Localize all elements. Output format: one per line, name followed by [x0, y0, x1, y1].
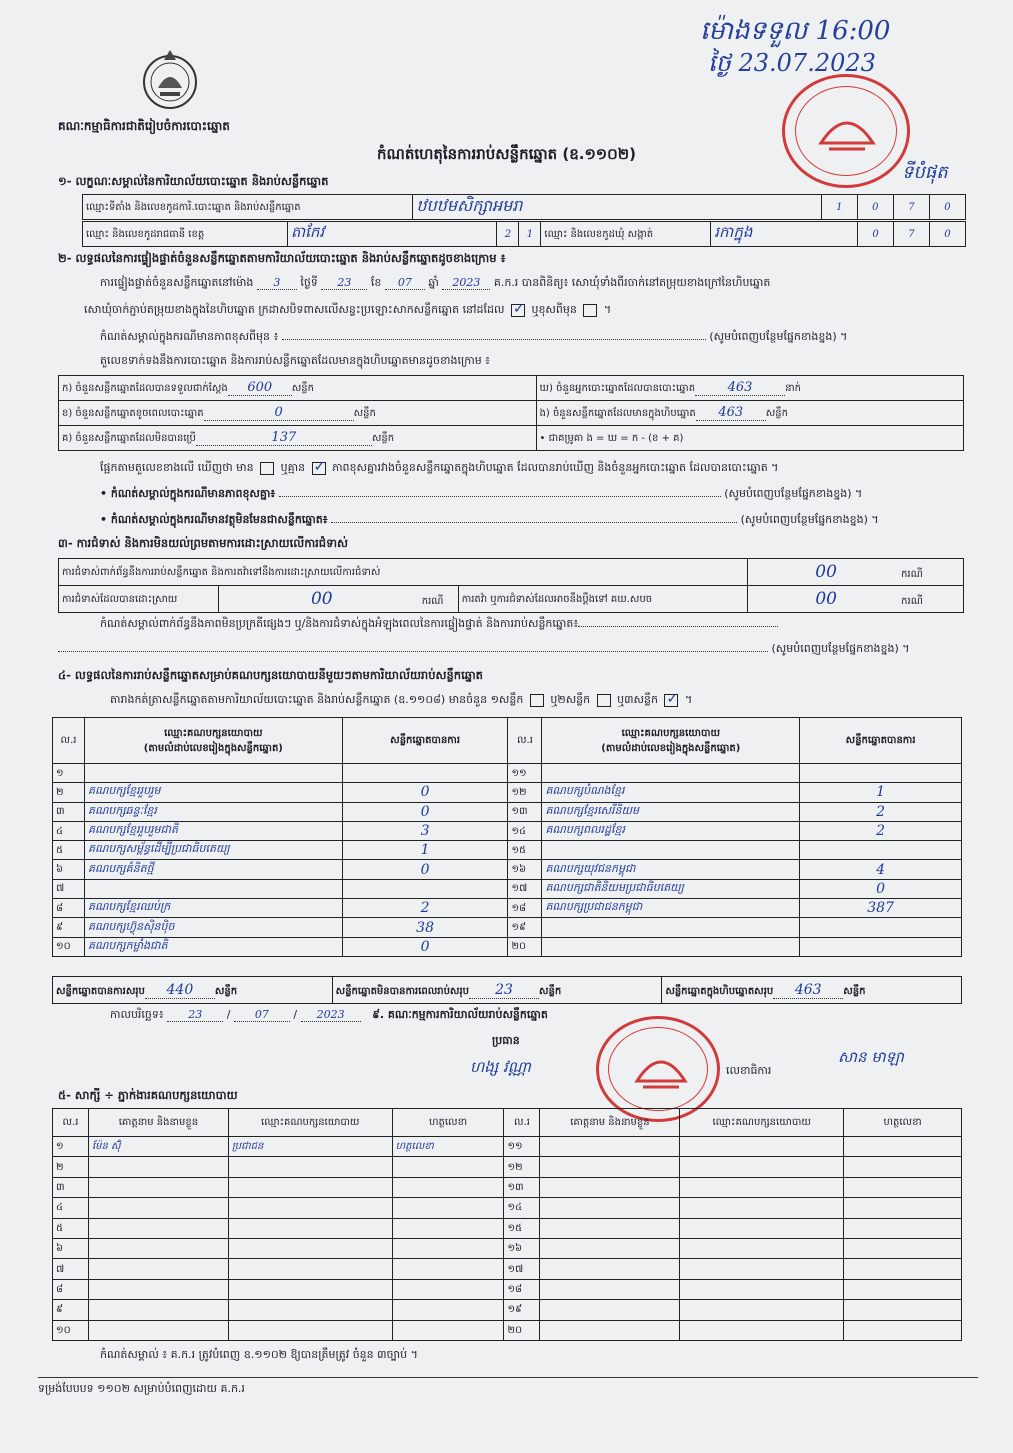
row-no: ១៧: [504, 1259, 540, 1279]
col-no: ល.រ: [508, 718, 542, 764]
party-name: គណបក្សហ៊្វុនស៊ិនប៉ិច: [84, 918, 342, 937]
foreign-object-note-field[interactable]: [331, 522, 737, 523]
witness-party: [228, 1259, 392, 1279]
table-row: [53, 1177, 962, 1197]
table-row: [53, 1320, 962, 1340]
row-no: ៥: [53, 841, 85, 860]
col-party: ឈ្មោះគណបក្សនយោបាយ (តាមលំដាប់លេខរៀងក្នុងសន្លឹកឆ្នោត): [542, 718, 800, 764]
total-valid-label: សន្លឹកឆ្នោតបានការសរុប: [56, 985, 145, 997]
spoiled-label: ខ) ចំនួនសន្លឹកឆ្នោតខូចពេលបោះឆ្នោត: [62, 408, 204, 419]
row-no: ៤: [53, 821, 85, 840]
col-party: ឈ្មោះគណបក្សនយោបាយ: [228, 1109, 392, 1137]
spoiled-value: 0: [204, 405, 354, 421]
verify-year: 2023: [442, 276, 490, 290]
commune-label: ឈ្មោះ និងលេខកូដឃុំ សង្កាត់: [541, 222, 711, 247]
party-votes: 0: [800, 879, 962, 898]
committee-label: ៩. គណៈកម្មការការិយាល័យរាប់សន្លឹកឆ្នោត: [372, 1008, 548, 1021]
discrepancy-note-field[interactable]: [279, 496, 721, 497]
col-no: ល.រ: [53, 718, 85, 764]
party-votes: [800, 918, 962, 937]
witness-signature: [392, 1259, 504, 1279]
party-name: [542, 918, 800, 937]
witness-body: [53, 1137, 962, 1341]
official-stamp-top: [782, 74, 910, 188]
verification-line1: ការផ្ទៀងផ្ទាត់ចំនួនសន្លឹកឆ្នោតនៅម៉ោង 3 ថ្ងៃទី 23 ខែ 07 ឆ្នាំ 2023 គ.ក.រ បានពិនិត្យ៖ សោឃុំទាំងពីរចាក់នៅតម្រុយខាងក្រៅនៃហិបឆ្នោត: [100, 276, 771, 289]
table-row: [53, 1300, 962, 1320]
col-no: ល.រ: [504, 1109, 540, 1137]
witness-party: [680, 1300, 844, 1320]
three-sheet-checkbox[interactable]: [664, 694, 678, 707]
party-votes: 3: [342, 821, 508, 840]
row-no: ៧: [53, 1259, 89, 1279]
secretary-label: លេខាធិការ: [726, 1064, 772, 1077]
objection-label: ការជំទាស់ពាក់ព័ន្ធនឹងការរាប់សន្លឹកឆ្នោត និងការតវ៉ាទៅនឹងការដោះស្រាយលើការជំទាស់: [59, 559, 748, 586]
row-no: ១៥: [504, 1218, 540, 1238]
party-name: គណបក្សពលរដ្ឋខ្មែរ: [542, 821, 800, 840]
witness-signature: [844, 1279, 962, 1299]
row-no: ១២: [508, 783, 542, 802]
commune-value: រកាក្នុង: [711, 222, 858, 247]
row-no: ២: [53, 1157, 89, 1177]
section1-table: [82, 194, 966, 220]
total-box-label: សន្លឹកឆ្នោតក្នុងហិបឆ្នោតសរុប: [665, 985, 774, 997]
party-votes: 0: [342, 860, 508, 879]
party-votes: [342, 764, 508, 783]
footer-divider: [38, 1377, 978, 1378]
row-no: ១៤: [508, 821, 542, 840]
date-line: កាលបរិច្ឆេទ៖ 23 / 07 / 2023 ៩. គណៈកម្មការការិយាល័យរាប់សន្លឹកឆ្នោត: [110, 1008, 548, 1021]
party-name: គណបក្សខ្មែរឈប់ក្រ: [84, 899, 342, 918]
witness-party: [228, 1300, 392, 1320]
party-results-table: [52, 717, 962, 957]
province-label: ឈ្មោះ និងលេខកូដរាជធានី ខេត្ត: [83, 222, 288, 247]
party-votes: 0: [342, 937, 508, 956]
col-sign: ហត្ថលេខា: [392, 1109, 504, 1137]
voters-value: 463: [695, 380, 785, 396]
verification-line2: សោឃុំចាក់ភ្ជាប់តម្រុយខាងក្នុងនៃហិបឆ្នោត ក្រដាសបិទពាសលើសន្ទះប្រឡោះសាកសន្លឹកឆ្នោត នៅដដែល ✓ ឬខុសពីមុន ។: [84, 303, 611, 319]
witness-party: [680, 1157, 844, 1177]
col-party: ឈ្មោះគណបក្សនយោបាយ (តាមលំដាប់លេខរៀងក្នុងសន្លឹកឆ្នោត): [84, 718, 342, 764]
party-votes: 0: [342, 802, 508, 821]
witness-signature: [844, 1177, 962, 1197]
witness-party: [228, 1238, 392, 1258]
party-name: គណបក្សបំណងខ្មែរ: [542, 783, 800, 802]
table-row: [53, 1218, 962, 1238]
section4-heading: ៤- លទ្ធផលនៃការរាប់សន្លឹកឆ្នោតសម្រាប់គណបក្សនយោបាយនីមួយៗតាមការិយាល័យរាប់សន្លឹកឆ្នោត: [58, 668, 483, 682]
location-code-digit: 0: [857, 195, 893, 220]
witness-name: [88, 1177, 228, 1197]
table-row: [53, 821, 962, 840]
table-row: [53, 879, 962, 898]
row-no: ១៣: [508, 802, 542, 821]
witness-signature: [392, 1198, 504, 1218]
commune-code-digit: 0: [929, 222, 965, 247]
footer-text: ទម្រង់បែបបទ ១១០២ សម្រាប់បំពេញដោយ គ.ក.រ: [38, 1382, 245, 1395]
witness-party: [680, 1320, 844, 1340]
witness-name: [540, 1198, 680, 1218]
witness-signature: [844, 1238, 962, 1258]
received-value: 600: [228, 380, 292, 396]
row-no: ១: [53, 1137, 89, 1157]
party-votes: [800, 764, 962, 783]
row-no: ៣: [53, 802, 85, 821]
witness-party: ប្រជាជន: [228, 1137, 392, 1157]
party-name: [542, 764, 800, 783]
witness-name: [540, 1177, 680, 1197]
witness-signature: [844, 1157, 962, 1177]
verify-month: 07: [385, 276, 425, 290]
difference-note-line: កំណត់សម្គាល់ក្នុងករណីមានភាពខុសពីមុន ៖ (សូមបំពេញបន្ថែមផ្នែកខាងខ្នង) ។: [100, 330, 848, 343]
secretary-signature: សាន មាឡា: [838, 1048, 904, 1066]
party-name: គណបក្សយុវជនកម្ពុជា: [542, 860, 800, 879]
witness-signature: [392, 1300, 504, 1320]
party-votes: 2: [342, 899, 508, 918]
col-no: ល.រ: [53, 1109, 89, 1137]
table-row: [53, 1198, 962, 1218]
party-name: គណបក្សខ្មែររួបរួមជាតិ: [84, 821, 342, 840]
party-name: [542, 841, 800, 860]
witness-name: [540, 1300, 680, 1320]
party-votes: 2: [800, 802, 962, 821]
location-code-digit: 0: [929, 195, 965, 220]
province-code-digit: 1: [519, 222, 541, 247]
location-code-digit: 1: [821, 195, 857, 220]
row-no: ១០: [53, 937, 85, 956]
witness-name: [88, 1259, 228, 1279]
witness-name: ម៉ែន ស៊ុំ: [88, 1137, 228, 1157]
table-row: [53, 860, 962, 879]
witness-party: [228, 1177, 392, 1197]
appeal-label: ការតវ៉ា ឬការជំទាស់ដែលអាចនឹងប្តឹងទៅ គឃ.សបច: [458, 586, 747, 613]
party-votes: 4: [800, 860, 962, 879]
in-box-value: 463: [696, 405, 766, 421]
row-no: ៣: [53, 1177, 89, 1197]
tally-sheet-line: តារាងកត់ត្រាសន្លឹកឆ្នោតតាមការិយាល័យបោះឆ្នោត និងរាប់សន្លឹកឆ្នោត (ឧ.១១០៨) មានចំនួន ១សន្លឹក ឬ២សន្លឹក ឬ៣សន្លឹក ✓ ។: [110, 693, 692, 709]
party-votes: 2: [800, 821, 962, 840]
party-name: គណបក្សកម្លាំងជាតិ: [84, 937, 342, 956]
col-party: ឈ្មោះគណបក្សនយោបាយ: [680, 1109, 844, 1137]
row-no: ១៤: [504, 1198, 540, 1218]
party-name: គណបក្សខ្មែរសេរីនិយម: [542, 802, 800, 821]
section1-heading: ១- លក្ខណៈសម្គាល់នៃការិយាល័យបោះឆ្នោត និងរាប់សន្លឹកឆ្នោត: [58, 174, 329, 188]
party-name: គណបក្សជាតិនិយមប្រជាធិបតេយ្យ: [542, 879, 800, 898]
province-value: តាកែវ: [287, 222, 497, 247]
witness-name: [540, 1137, 680, 1157]
section1-table-row2: [82, 221, 966, 247]
section2-heading: ២- លទ្ធផលនៃការផ្ទៀងផ្ទាត់ចំនួនសន្លឹកឆ្នោតតាមការិយាល័យបោះឆ្នោត និងរាប់សន្លឹកឆ្នោតដូចខាងក្រោម ៖: [58, 251, 506, 265]
handwritten-receipt-date: ថ្ងៃ 23.07.2023: [708, 49, 876, 77]
witness-name: [540, 1320, 680, 1340]
objections-table: ការជំទាស់ពាក់ព័ន្ធនឹងការរាប់សន្លឹកឆ្នោត និងការតវ៉ាទៅនឹងការដោះស្រាយលើការជំទាស់ 00 ករណី: [58, 558, 964, 586]
party-name: គណបក្សគំនិតថ្មី: [84, 860, 342, 879]
witness-name: [88, 1157, 228, 1177]
location-label: ឈ្មោះទីតាំង និងលេខកូដការិ.បោះឆ្នោត និងរាប់សន្លឹកឆ្នោត: [83, 195, 413, 220]
witness-signature: [844, 1259, 962, 1279]
table-row: [53, 1238, 962, 1258]
row-no: ២: [53, 783, 85, 802]
in-box-label: ង) ចំនួនសន្លឹកឆ្នោតដែលមានក្នុងហិបឆ្នោត: [539, 408, 696, 419]
row-no: ១៦: [504, 1238, 540, 1258]
witness-name: [88, 1300, 228, 1320]
witness-signature: [392, 1157, 504, 1177]
commune-code-digit: 7: [894, 222, 930, 247]
witness-party: [680, 1218, 844, 1238]
party-name: [542, 937, 800, 956]
witness-name: [540, 1218, 680, 1238]
irregularity-note-field-2[interactable]: [58, 651, 768, 652]
witness-signature: [844, 1198, 962, 1218]
row-no: ១២: [504, 1157, 540, 1177]
row-no: ១៨: [504, 1279, 540, 1299]
form-title: កំណត់ហេតុនៃការរាប់សន្លឹកឆ្នោត (ឧ.១១០២): [376, 145, 636, 163]
party-name: គណបក្សប្រជាជនកម្ពុជា: [542, 899, 800, 918]
witness-signature: ហត្ថលេខា: [392, 1137, 504, 1157]
row-no: ១៦: [508, 860, 542, 879]
row-no: ១៧: [508, 879, 542, 898]
section5-heading: ៥- សាក្សី ÷ ភ្នាក់ងារគណបក្សនយោបាយ: [58, 1088, 238, 1102]
table-row: [53, 802, 962, 821]
resolved-label: ការជំទាស់ដែលបានដោះស្រាយ: [59, 586, 219, 613]
total-box-value: 463: [773, 982, 843, 999]
witness-name: [540, 1157, 680, 1177]
witness-name: [540, 1279, 680, 1299]
table-row: [53, 1137, 962, 1157]
witness-name: [88, 1198, 228, 1218]
table-row: [53, 764, 962, 783]
row-no: ៦: [53, 1238, 89, 1258]
witness-party: [680, 1198, 844, 1218]
irregularity-note-field[interactable]: [578, 626, 778, 627]
one-sheet-checkbox[interactable]: [530, 694, 544, 707]
witness-signature: [392, 1177, 504, 1197]
party-name: គណបក្សឆន្ទៈខ្មែរ: [84, 802, 342, 821]
row-no: ៩: [53, 1300, 89, 1320]
witness-name: [88, 1279, 228, 1299]
date-year: 2023: [301, 1008, 361, 1022]
col-votes: សន្លឹកឆ្នោតបានការ: [342, 718, 508, 764]
unchanged-checkbox[interactable]: [511, 304, 525, 317]
verify-day: 23: [321, 276, 367, 290]
table-row: [53, 783, 962, 802]
witness-party: [680, 1137, 844, 1157]
row-no: ១០: [53, 1320, 89, 1340]
witness-party: [228, 1157, 392, 1177]
total-invalid-label: សន្លឹកឆ្នោតមិនបានការពេលរាប់សរុប: [335, 985, 469, 997]
witness-party: [680, 1238, 844, 1258]
formula: • ជាគម្រូគា ង = ឃ = ក - (ខ + គ): [536, 426, 963, 451]
row-no: ១៥: [508, 841, 542, 860]
witness-party: [228, 1279, 392, 1299]
appeal-count: 00: [815, 589, 837, 609]
party-votes: 38: [342, 918, 508, 937]
commune-code-digit: 0: [858, 222, 894, 247]
total-valid-value: 440: [145, 982, 215, 999]
chair-signature: ហង្ស វណ្ណា: [470, 1058, 531, 1076]
col-name: គោត្តនាម និងនាមខ្លួន: [88, 1109, 228, 1137]
resolved-count: 00: [310, 589, 333, 609]
irregularity-note-line2: (សូមបំពេញបន្ថែមផ្នែកខាងខ្នង) ។: [58, 642, 964, 658]
changed-checkbox[interactable]: [583, 304, 597, 317]
party-votes: [342, 879, 508, 898]
witness-name: [88, 1320, 228, 1340]
row-no: ៤: [53, 1198, 89, 1218]
party-votes: 1: [800, 783, 962, 802]
handwritten-corner: ទីបំផុត: [902, 162, 948, 183]
two-sheet-checkbox[interactable]: [597, 694, 611, 707]
chair-label: ប្រធាន: [492, 1034, 520, 1047]
row-no: ១៩: [504, 1300, 540, 1320]
row-no: ១៨: [508, 899, 542, 918]
witness-name: [540, 1259, 680, 1279]
witness-signature: [844, 1300, 962, 1320]
bullet2-line: • កំណត់សម្គាល់ក្នុងករណីមានវត្ថុមិនមែនជាសន្លឹកឆ្នោត៖ (សូមបំពេញបន្ថែមផ្នែកខាងខ្នង) ។: [100, 513, 879, 526]
org-name: គណៈកម្មាធិការជាតិរៀបចំការបោះឆ្នោត: [58, 119, 230, 133]
witness-signature: [392, 1238, 504, 1258]
witness-party: [228, 1320, 392, 1340]
col-name: គោត្តនាម និងនាមខ្លួន: [540, 1109, 680, 1137]
totals-table: សន្លឹកឆ្នោតបានការសរុប 440 សន្លឹក សន្លឹកឆ្នោតមិនបានការពេលរាប់សរុប 23 សន្លឹក សន្លឹកឆ្នោតក្នុងហិបឆ្នោតសរុប 463 សន្លឹក: [52, 976, 962, 1004]
row-no: ៩: [53, 918, 85, 937]
row-no: ១១: [508, 764, 542, 783]
official-stamp-bottom: [596, 1016, 720, 1122]
party-name: គណបក្សសម្ព័ន្ធដើម្បីប្រជាធិបតេយ្យ: [84, 841, 342, 860]
witness-party: [680, 1279, 844, 1299]
discrepancy-line: ផ្អែកតាមតួលេខខាងលើ ឃើញថា មាន ឬគ្មាន ✓ ភាពខុសគ្នារវាងចំនួនសន្លឹកឆ្នោតក្នុងហិបឆ្នោត ដែលបានរាប់ឃើញ និងចំនួនអ្នកបោះឆ្នោត ដែលបានបោះឆ្នោត ។: [100, 461, 778, 477]
witness-signature: [844, 1218, 962, 1238]
col-votes: សន្លឹកឆ្នោតបានការ: [800, 718, 962, 764]
footnote: កំណត់សម្គាល់ ៖ គ.ក.រ ត្រូវបំពេញ ឧ.១១០២ ឱ្យបានត្រឹមត្រូវ ចំនួន ៣ច្បាប់ ។: [100, 1348, 418, 1361]
table-row: [53, 937, 962, 956]
province-code-digit: 2: [497, 222, 519, 247]
witness-signature: [844, 1137, 962, 1157]
no-difference-checkbox[interactable]: [312, 462, 326, 475]
total-invalid-value: 23: [469, 982, 539, 999]
party-votes: 0: [342, 783, 508, 802]
col-sign: ហត្ថលេខា: [844, 1109, 962, 1137]
table-row: [53, 1279, 962, 1299]
date-day: 23: [167, 1008, 223, 1022]
table-row: [53, 899, 962, 918]
row-no: ១១: [504, 1137, 540, 1157]
party-results-body: [53, 764, 962, 957]
witness-signature: [844, 1320, 962, 1340]
has-difference-checkbox[interactable]: [260, 462, 274, 475]
row-no: ២០: [508, 937, 542, 956]
party-votes: [800, 841, 962, 860]
row-no: ៨: [53, 1279, 89, 1299]
row-no: ៦: [53, 860, 85, 879]
party-name: [84, 879, 342, 898]
party-name: [84, 764, 342, 783]
party-votes: 387: [800, 899, 962, 918]
row-no: ១: [53, 764, 85, 783]
emblem-icon: [138, 48, 202, 112]
party-votes: [800, 937, 962, 956]
location-code-digit: 7: [893, 195, 929, 220]
received-label: ក) ចំនួនសន្លឹកឆ្នោតដែលបានទទួលជាក់ស្តែង: [62, 383, 228, 394]
section3-heading: ៣- ការជំទាស់ និងការមិនយល់ព្រមតាមការដោះស្រាយលើការជំទាស់: [58, 536, 349, 550]
irregularity-note-line: កំណត់សម្គាល់ពាក់ព័ន្ធនឹងភាពមិនប្រក្រតីផ្សេងៗ ឬ/និងការជំទាស់ក្នុងអំឡុងពេលនៃការផ្ទៀងផ្ទាត់ និងការរាប់សន្លឹកឆ្នោត៖: [100, 617, 966, 633]
witness-signature: [392, 1320, 504, 1340]
row-no: ៧: [53, 879, 85, 898]
voters-label: ឃ) ចំនួនអ្នកបោះឆ្នោតដែលបានបោះឆ្នោត: [539, 383, 696, 394]
witness-name: [88, 1218, 228, 1238]
witness-signature: [392, 1279, 504, 1299]
bullet1-line: • កំណត់សម្គាល់ក្នុងករណីមានភាពខុសគ្នា៖ (សូមបំពេញបន្ថែមផ្នែកខាងខ្នង) ។: [100, 487, 863, 500]
date-month: 07: [234, 1008, 290, 1022]
witness-party: [680, 1259, 844, 1279]
row-no: ១៣: [504, 1177, 540, 1197]
location-value: ឋបឋមសិក្សាអមរា: [413, 195, 821, 220]
handwritten-receipt-time: ម៉ោងទទួល 16:00: [700, 16, 891, 46]
witness-name: [540, 1238, 680, 1258]
row-no: ៨: [53, 899, 85, 918]
table-row: [53, 1157, 962, 1177]
difference-note-field[interactable]: [282, 339, 706, 340]
party-votes: 1: [342, 841, 508, 860]
unused-label: គ) ចំនួនសន្លឹកឆ្នោតដែលមិនបានប្រើ: [62, 433, 196, 444]
objections-table-row2: ការជំទាស់ដែលបានដោះស្រាយ 00 ករណី ការតវ៉ា ឬការជំទាស់ដែលអាចនឹងប្តឹងទៅ គឃ.សបច 00 ករណី: [58, 585, 964, 613]
objection-count: 00: [815, 562, 837, 582]
witness-signature: [392, 1218, 504, 1238]
row-no: ៥: [53, 1218, 89, 1238]
table-row: [53, 841, 962, 860]
table-row: [53, 1259, 962, 1279]
row-no: ១៩: [508, 918, 542, 937]
ballot-figures-table: ក) ចំនួនសន្លឹកឆ្នោតដែលបានទទួលជាក់ស្តែង 600 សន្លឹក ឃ) ចំនួនអ្នកបោះឆ្នោតដែលបានបោះឆ្នោត 463 នាក់ ខ) ចំនួនសន្លឹកឆ្នោតខូចពេលបោះឆ្នោត 0 សន្លឹក ង) ចំនួនសន្លឹកឆ្នោតដែលមានក្នុងហិបឆ្នោត 463 សន្លឹក គ) ចំនួនសន្លឹកឆ្នោតដែលមិនបានប្រើ 137 សន្លឹក • ជាគម្រូគា ង = ឃ = ក - (ខ + គ): [58, 375, 964, 451]
table-row: [53, 918, 962, 937]
verify-hour: 3: [257, 276, 297, 290]
witness-party: [228, 1218, 392, 1238]
unused-value: 137: [196, 430, 372, 446]
party-name: គណបក្សខ្មែររួបរួម: [84, 783, 342, 802]
witness-table: [52, 1108, 962, 1341]
witness-party: [680, 1177, 844, 1197]
row-no: ២០: [504, 1320, 540, 1340]
witness-party: [228, 1198, 392, 1218]
witness-name: [88, 1238, 228, 1258]
figures-intro: តួលេខទាក់ទងនឹងការបោះឆ្នោត និងការរាប់សន្លឹកឆ្នោតដែលមានក្នុងហិបឆ្នោតមានដូចខាងក្រោម ៖: [100, 354, 491, 367]
